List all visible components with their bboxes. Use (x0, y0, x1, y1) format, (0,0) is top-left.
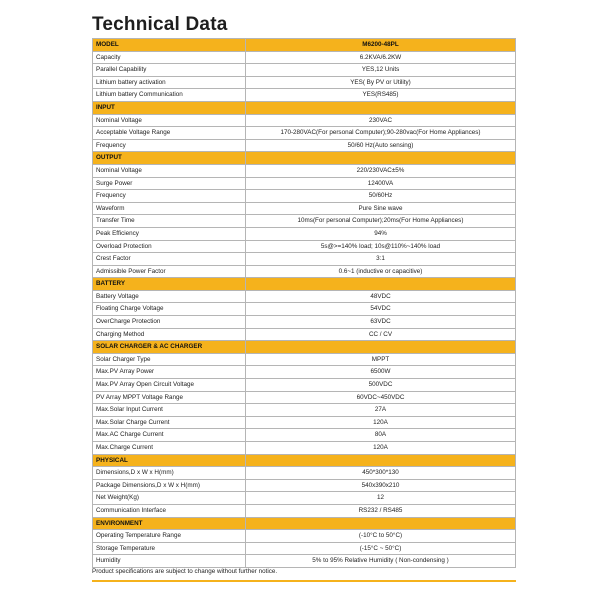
spec-row (93, 479, 516, 492)
spec-label: Overload Protection (93, 240, 246, 253)
spec-row (93, 404, 516, 417)
spec-value: 27A (246, 404, 516, 417)
spec-row (93, 391, 516, 404)
spec-row (93, 467, 516, 480)
section-title: ENVIRONMENT (93, 517, 246, 530)
spec-row (93, 379, 516, 392)
spec-label: Operating Temperature Range (93, 530, 246, 543)
spec-value: 170-280VAC(For personal Computer);90-280vac(For Home Appliances) (246, 127, 516, 140)
spec-row (93, 89, 516, 102)
spec-row (93, 177, 516, 190)
spec-label: Communication Interface (93, 504, 246, 517)
spec-value: 500VDC (246, 379, 516, 392)
spec-label: Frequency (93, 190, 246, 203)
spec-value: 6500W (246, 366, 516, 379)
spec-label: Net Weight(Kg) (93, 492, 246, 505)
spec-row (93, 429, 516, 442)
spec-row (93, 227, 516, 240)
model-header-row (93, 39, 516, 52)
spec-label: Max.AC Charge Current (93, 429, 246, 442)
spec-label: Surge Power (93, 177, 246, 190)
spec-label: Capacity (93, 51, 246, 64)
section-row (93, 454, 516, 467)
spec-label: Max.PV Array Open Circuit Voltage (93, 379, 246, 392)
spec-value: CC / CV (246, 328, 516, 341)
spec-value: YES( By PV or Utility) (246, 76, 516, 89)
spec-row (93, 290, 516, 303)
spec-value: 63VDC (246, 316, 516, 329)
spec-row (93, 442, 516, 455)
spec-value: (-15°C ~ 50°C) (246, 542, 516, 555)
section-row (93, 278, 516, 291)
spec-label: Waveform (93, 202, 246, 215)
section-row (93, 517, 516, 530)
spec-value: 80A (246, 429, 516, 442)
section-title: OUTPUT (93, 152, 246, 165)
section-spacer (246, 278, 516, 291)
spec-label: Charging Method (93, 328, 246, 341)
spec-label: Crest Factor (93, 253, 246, 266)
spec-label: Dimensions,D x W x H(mm) (93, 467, 246, 480)
spec-row (93, 316, 516, 329)
spec-label: Admissible Power Factor (93, 265, 246, 278)
spec-row (93, 190, 516, 203)
spec-value: 50/60 Hz(Auto sensing) (246, 139, 516, 152)
spec-label: Transfer Time (93, 215, 246, 228)
spec-table-body (93, 39, 516, 568)
spec-value: 60VDC~450VDC (246, 391, 516, 404)
spec-row (93, 202, 516, 215)
spec-label: Solar Charger Type (93, 353, 246, 366)
spec-value: 5s@>=140% load; 10s@110%~140% load (246, 240, 516, 253)
spec-value: 120A (246, 442, 516, 455)
spec-row (93, 215, 516, 228)
spec-row (93, 530, 516, 543)
section-title: PHYSICAL (93, 454, 246, 467)
spec-row (93, 127, 516, 140)
spec-label: Storage Temperature (93, 542, 246, 555)
spec-value: 120A (246, 416, 516, 429)
spec-table (92, 38, 516, 568)
spec-value: 50/60Hz (246, 190, 516, 203)
spec-value: 10ms(For personal Computer);20ms(For Home Appliances) (246, 215, 516, 228)
spec-row (93, 114, 516, 127)
spec-label: Package Dimensions,D x W x H(mm) (93, 479, 246, 492)
spec-label: Max.Solar Input Current (93, 404, 246, 417)
spec-label: Lithium battery activation (93, 76, 246, 89)
spec-row (93, 416, 516, 429)
spec-value: (-10°C to 50°C) (246, 530, 516, 543)
spec-label: Frequency (93, 139, 246, 152)
spec-label: Max.PV Array Power (93, 366, 246, 379)
spec-row (93, 353, 516, 366)
spec-value: 0.6~1 (inductive or capacitive) (246, 265, 516, 278)
section-spacer (246, 152, 516, 165)
spec-label: PV Array MPPT Voltage Range (93, 391, 246, 404)
spec-value: 230VAC (246, 114, 516, 127)
spec-value: 540x390x210 (246, 479, 516, 492)
spec-value: 3:1 (246, 253, 516, 266)
spec-label: Floating Charge Voltage (93, 303, 246, 316)
section-title: INPUT (93, 101, 246, 114)
model-header-value: M6200-48PL (246, 39, 516, 52)
spec-value: 94% (246, 227, 516, 240)
spec-value: 220/230VAC±5% (246, 164, 516, 177)
spec-label: OverCharge Protection (93, 316, 246, 329)
spec-label: Nominal Voltage (93, 164, 246, 177)
spec-value: Pure Sine wave (246, 202, 516, 215)
spec-row (93, 542, 516, 555)
spec-row (93, 76, 516, 89)
spec-value: YES,12 Units (246, 64, 516, 77)
page-title: Technical Data (92, 14, 228, 35)
spec-label: Parallel Capability (93, 64, 246, 77)
model-header-label: MODEL (93, 39, 246, 52)
spec-value: 54VDC (246, 303, 516, 316)
section-title: SOLAR CHARGER & AC CHARGER (93, 341, 246, 354)
spec-label: Humidity (93, 555, 246, 568)
section-spacer (246, 341, 516, 354)
spec-label: Battery Voltage (93, 290, 246, 303)
spec-label: Nominal Voltage (93, 114, 246, 127)
spec-row (93, 328, 516, 341)
section-spacer (246, 517, 516, 530)
spec-value: 5% to 95% Relative Humidity ( Non-condensing ) (246, 555, 516, 568)
spec-row (93, 164, 516, 177)
spec-label: Max.Charge Current (93, 442, 246, 455)
spec-value: 12400VA (246, 177, 516, 190)
footnote: Product specifications are subject to change without further notice. (92, 568, 278, 575)
spec-row (93, 555, 516, 568)
spec-row (93, 265, 516, 278)
spec-row (93, 504, 516, 517)
spec-row (93, 303, 516, 316)
spec-value: YES(RS485) (246, 89, 516, 102)
spec-value: MPPT (246, 353, 516, 366)
spec-value: 6.2KVA/6.2KW (246, 51, 516, 64)
spec-row (93, 64, 516, 77)
bottom-rule (92, 580, 516, 582)
spec-row (93, 51, 516, 64)
spec-label: Max.Solar Charge Current (93, 416, 246, 429)
spec-value: 12 (246, 492, 516, 505)
section-spacer (246, 101, 516, 114)
spec-value: RS232 / RS485 (246, 504, 516, 517)
section-row (93, 101, 516, 114)
spec-label: Lithium battery Communication (93, 89, 246, 102)
section-title: BATTERY (93, 278, 246, 291)
spec-row (93, 253, 516, 266)
spec-label: Peak Efficiency (93, 227, 246, 240)
spec-row (93, 366, 516, 379)
section-spacer (246, 454, 516, 467)
spec-row (93, 240, 516, 253)
spec-label: Acceptable Voltage Range (93, 127, 246, 140)
spec-value: 450*300*130 (246, 467, 516, 480)
spec-row (93, 139, 516, 152)
spec-value: 48VDC (246, 290, 516, 303)
section-row (93, 341, 516, 354)
section-row (93, 152, 516, 165)
spec-row (93, 492, 516, 505)
